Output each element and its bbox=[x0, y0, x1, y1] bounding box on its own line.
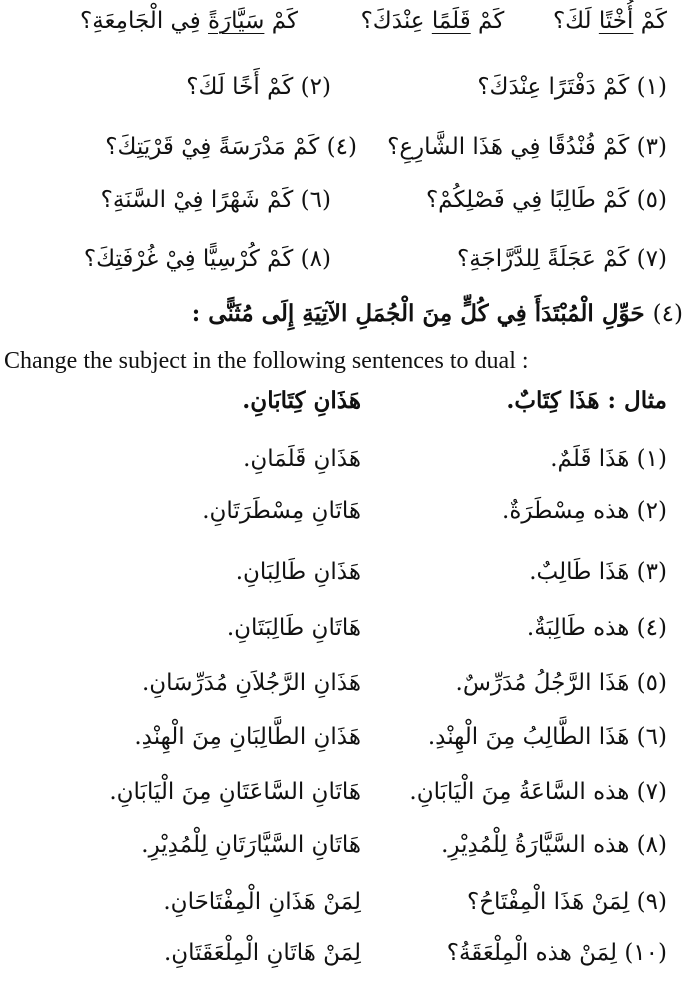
dual-sentence: هَذَانِ الرَّجُلاَنِ مُدَرِّسَانِ. bbox=[141, 670, 361, 696]
top-sentence-3-suffix: فِي الْجَامِعَةِ؟ bbox=[80, 8, 208, 34]
exercise4-row-7 bbox=[0, 777, 689, 821]
singular-text: هذه السَّاعَةُ مِنَ الْيَابَانِ. bbox=[409, 779, 630, 805]
top-sentence-1-suffix: لَكَ؟ bbox=[552, 8, 599, 34]
dual-sentence: هَاتَانِ السَّيَّارَتَانِ لِلْمُدِيْرِ. bbox=[141, 832, 361, 858]
top-sentence-2-suffix: عِنْدَكَ؟ bbox=[360, 8, 432, 34]
exercise4-row-9 bbox=[0, 887, 689, 931]
top-sentence-1-underlined-word: أُخْتًا bbox=[598, 8, 634, 34]
top-sentence-2-prefix: كَمْ bbox=[470, 8, 505, 34]
exercise4-row-6 bbox=[0, 722, 689, 766]
dual-sentence: هَاتَانِ طَالِبَتَانِ. bbox=[226, 615, 361, 641]
top-sentence-3-underlined-word: سَيَّارَةً bbox=[208, 8, 265, 34]
example-singular bbox=[506, 386, 667, 416]
top-sentence-1-prefix: كَمْ bbox=[633, 8, 667, 34]
item-number: (١) bbox=[636, 446, 667, 472]
top-sentence-2 bbox=[353, 8, 504, 34]
exercise4-row-4 bbox=[0, 613, 689, 657]
exercise4-row-5 bbox=[0, 668, 689, 712]
dual-sentence: هَذَانِ قَلَمَانِ. bbox=[243, 446, 361, 472]
singular-text: هذه مِسْطَرَةٌ. bbox=[502, 498, 630, 524]
exercise4-title-arabic: حَوِّلِ الْمُبْتَدَأَ فِي كُلٍّ مِنَ الْجُمَلِ الآتِيَةِ إِلَى مُثَنًّى : bbox=[191, 300, 645, 327]
singular-sentence bbox=[428, 722, 667, 752]
singular-sentence bbox=[502, 496, 667, 526]
exercise3-row-1 bbox=[0, 72, 689, 116]
singular-text: لِمَنْ هَذَا الْمِفْتَاحُ؟ bbox=[467, 889, 630, 915]
item-number: (١) bbox=[636, 74, 667, 100]
singular-sentence bbox=[527, 613, 667, 643]
item-text: كَمْ طَالِبًا فِي فَصْلِكُمْ؟ bbox=[425, 187, 630, 213]
exercise3-item-5 bbox=[426, 185, 667, 215]
exercise3-row-4 bbox=[0, 244, 689, 288]
singular-sentence bbox=[529, 557, 667, 587]
exercise3-item-7 bbox=[457, 244, 667, 274]
dual-sentence: لِمَنْ هَذَانِ الْمِفْتَاحَانِ. bbox=[163, 889, 361, 915]
exercise3-item-1 bbox=[477, 72, 667, 102]
exercise4-row-2 bbox=[0, 496, 689, 540]
item-number: (٧) bbox=[636, 246, 667, 272]
item-number: (٦) bbox=[300, 187, 331, 213]
dual-sentence: هَاتَانِ مِسْطَرَتَانِ. bbox=[202, 498, 361, 524]
exercise4-row-10 bbox=[0, 938, 689, 982]
example-dual: هَذَانِ كِتَابَانِ. bbox=[242, 387, 361, 414]
exercise4-row-3 bbox=[0, 557, 689, 601]
singular-text: هَذَا طَالِبٌ. bbox=[529, 559, 630, 585]
singular-sentence bbox=[456, 668, 667, 698]
top-sentences-line bbox=[7, 6, 667, 36]
singular-text: هَذَا الرَّجُلُ مُدَرِّسٌ. bbox=[455, 670, 630, 696]
singular-text: هذه طَالِبَةٌ. bbox=[526, 615, 630, 641]
item-number: (٥) bbox=[636, 670, 667, 696]
top-sentence-1 bbox=[546, 8, 667, 34]
top-sentence-3 bbox=[80, 8, 298, 34]
item-text: كَمْ أَخًا لَكَ؟ bbox=[186, 74, 294, 100]
singular-sentence bbox=[441, 830, 667, 860]
exercise3-row-2 bbox=[0, 132, 689, 176]
item-text: كَمْ شَهْرًا فِيْ السَّنَةِ؟ bbox=[100, 187, 294, 213]
dual-sentence: هَاتَانِ السَّاعَتَانِ مِنَ الْيَابَانِ. bbox=[109, 779, 361, 805]
singular-text: هذه السَّيَّارَةُ لِلْمُدِيْرِ. bbox=[441, 832, 630, 858]
exercise4-row-8 bbox=[0, 830, 689, 874]
item-number: (٧) bbox=[636, 779, 667, 805]
item-number: (٣) bbox=[636, 134, 667, 160]
item-number: (٥) bbox=[636, 187, 667, 213]
exercise3-item-3 bbox=[387, 132, 667, 162]
item-text: كَمْ مَدْرَسَةً فِيْ قَرْيَتِكَ؟ bbox=[105, 134, 320, 160]
singular-text: هَذَا الطَّالِبُ مِنَ الْهِنْدِ. bbox=[427, 724, 630, 750]
exercise3-item-2 bbox=[186, 72, 331, 102]
item-number: (٣) bbox=[636, 559, 667, 585]
item-number: (٤) bbox=[636, 615, 667, 641]
singular-sentence bbox=[550, 444, 667, 474]
exercise3-item-8 bbox=[84, 244, 331, 274]
dual-sentence: لِمَنْ هَاتَانِ الْمِلْعَقَتَانِ. bbox=[163, 940, 361, 966]
item-number: (٤) bbox=[326, 134, 357, 160]
singular-sentence bbox=[409, 777, 667, 807]
top-sentence-3-prefix: كَمْ bbox=[264, 8, 298, 34]
exercise4-row-1 bbox=[0, 444, 689, 488]
exercise4-example-row bbox=[0, 386, 689, 430]
singular-text: لِمَنْ هذه الْمِلْعَقَةُ؟ bbox=[446, 940, 617, 966]
exercise3-item-4 bbox=[105, 132, 357, 162]
dual-sentence: هَذَانِ طَالِبَانِ. bbox=[235, 559, 361, 585]
item-number: (٨) bbox=[300, 246, 331, 272]
item-number: (١٠) bbox=[624, 940, 667, 966]
item-text: كَمْ فُنْدُقًا فِي هَذَا الشَّارِعِ؟ bbox=[387, 134, 630, 160]
example-label: مثال : bbox=[599, 387, 667, 414]
exercise4-heading bbox=[192, 299, 683, 329]
item-number: (٨) bbox=[636, 832, 667, 858]
exercise4-title-english: Change the subject in the following sentences to dual : bbox=[4, 348, 529, 374]
exercise3-row-3 bbox=[0, 185, 689, 229]
dual-sentence: هَذَانِ الطَّالِبَانِ مِنَ الْهِنْدِ. bbox=[134, 724, 361, 750]
singular-text: هَذَا قَلَمٌ. bbox=[550, 446, 630, 472]
exercise4-number: (٤) bbox=[652, 301, 683, 327]
item-text: كَمْ دَفْتَرًا عِنْدَكَ؟ bbox=[477, 74, 630, 100]
singular-sentence bbox=[467, 887, 667, 917]
singular-sentence bbox=[447, 938, 667, 968]
example-singular-text: هَذَا كِتَابٌ. bbox=[506, 387, 600, 414]
item-number: (٢) bbox=[300, 74, 331, 100]
exercise3-item-6 bbox=[101, 185, 331, 215]
item-text: كَمْ كُرْسِيًّا فِيْ غُرْفَتِكَ؟ bbox=[83, 246, 294, 272]
top-sentence-2-underlined-word: قَلَمًا bbox=[431, 8, 471, 34]
item-number: (٦) bbox=[636, 724, 667, 750]
item-text: كَمْ عَجَلَةً لِلدَّرَّاجَةِ؟ bbox=[457, 246, 630, 272]
item-number: (٩) bbox=[636, 889, 667, 915]
item-number: (٢) bbox=[636, 498, 667, 524]
